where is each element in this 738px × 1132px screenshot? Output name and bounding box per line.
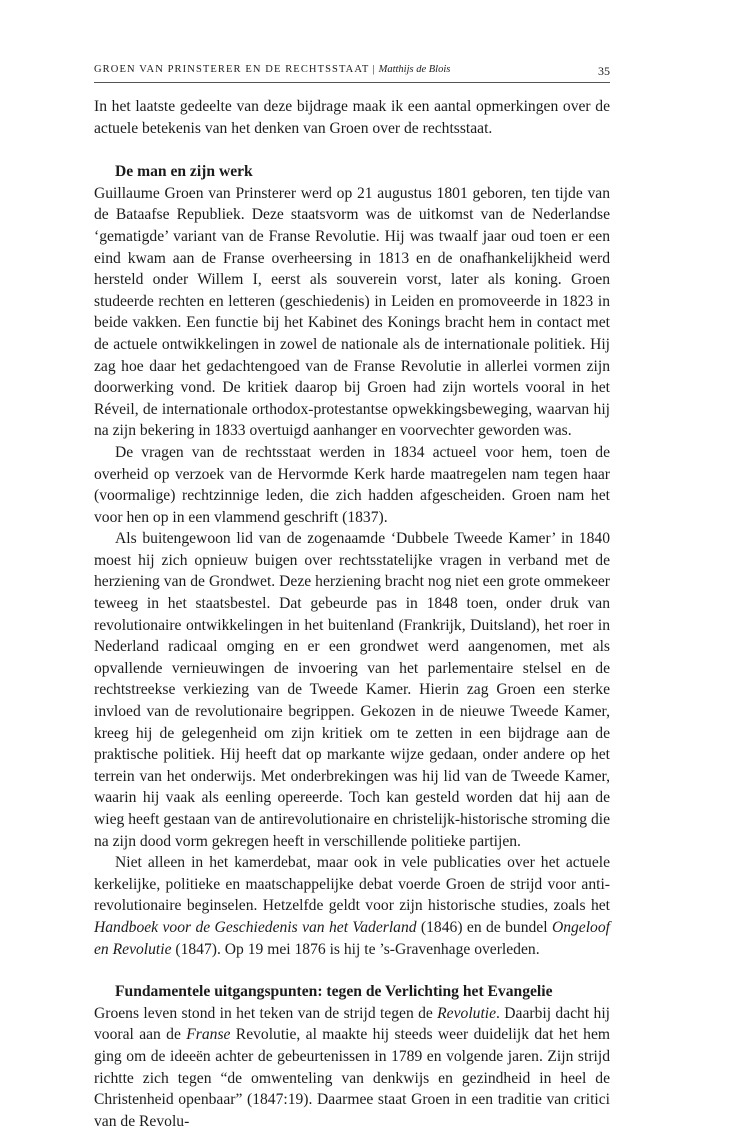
header-author: Matthijs de Blois	[378, 64, 451, 75]
intro-paragraph: In het laatste gedeelte van deze bijdrage maak ik een aantal opmerkingen over de actuele betekenis van het denken van Groen over de rechtsstaat.	[94, 98, 610, 137]
book-title-handboek: Handboek voor de Geschiedenis van het Vaderland	[94, 918, 417, 936]
spacer	[94, 960, 610, 981]
text-run: (1847). Op 19 mei 1876 is hij te ’s-Gravenhage overleden.	[171, 940, 540, 958]
text-run: Niet alleen in het kamerdebat, maar ook in vele publicaties over het actuele kerkelijke, politieke en maatschappelijke debat voerde Groen de strijd voor anti-revolutionaire beginselen. Hetzelfde geldt voor zijn historische studies, zoals het	[94, 854, 610, 915]
text-run: Revolutie, al maakte hij steeds weer duidelijk dat het hem ging om de ideeën achter de gebeurtenissen in 1789 en volgende jaren. Zijn strijd richtte zich tegen “de omwenteling van denkwijs en gezindheid in heel de Christenheid openbaar” (1847:19). Daarmee staat Groen in een traditie van critici van de Revolu-	[94, 1026, 611, 1130]
paragraph-publications	[94, 852, 610, 960]
paragraph-rechtsstaat-1834: De vragen van de rechtsstaat werden in 1834 actueel voor hem, toen de overheid op verzoek van de Hervormde Kerk harde maatregelen nam tegen haar (voormalige) rechtzinnige leden, die zich hadden afgescheiden. Groen nam het voor hen op in een vlammend geschrift (1837).	[94, 443, 610, 526]
text-run: Groens leven stond in het teken van de strijd tegen de	[94, 1004, 438, 1022]
paragraph-tweede-kamer: Als buitengewoon lid van de zogenaamde ‘Dubbele Tweede Kamer’ in 1840 moest hij zich opnieuw buigen over rechtsstatelijke vragen in verband met de herziening van de Grondwet. Deze herziening bracht nog niet een grote ommekeer teweeg in het staatsbestel. Dat gebeurde pas in 1848 toen, onder druk van revolutionaire ontwikkelingen in het buitenland (Frankrijk, Duitsland), het roer in Nederland radicaal omging en er een grondwet werd aangenomen, met als opvallende vernieuwingen de invoering van het parlementaire stelsel en de rechtstreekse verkiezing van de Tweede Kamer. Hierin zag Groen een sterke invloed van de revolutionaire begrippen. Gekozen in de nieuwe Tweede Kamer, kreeg hij de gelegenheid om zijn kritiek om te zetten in een bijdrage aan de praktische politiek. Hij heeft dat op markante wijze gedaan, onder andere op het terrein van het onderwijs. Met onderbrekingen was hij lid van de Tweede Kamer, waarin hij vaak als eenling opereerde. Toch kan gesteld worden dat hij aan de wieg heeft gestaan van de antirevolutionaire en christelijk-historische stroming die na zijn dood vorm gekregen heeft in verschillende politieke partijen.	[94, 530, 610, 850]
header-separator: |	[372, 64, 376, 75]
emphasis-revolutie: Revolutie	[437, 1004, 497, 1022]
text-run: (1846) en de bundel	[416, 918, 552, 936]
running-title-line	[94, 64, 450, 75]
emphasis-franse: Franse	[186, 1026, 231, 1044]
text-run: . Daarbij dacht hij vooral aan de	[94, 1004, 610, 1044]
paragraph-strijd-revolutie	[94, 1003, 610, 1132]
page-number: 35	[598, 64, 610, 78]
body-text	[94, 96, 610, 1132]
running-title: GROEN VAN PRINSTERER EN DE RECHTSSTAAT	[94, 64, 370, 75]
section-heading-man-en-werk: De man en zijn werk	[115, 163, 253, 181]
book-title-ongeloof: Ongeloof en Revolutie	[94, 918, 610, 958]
section-heading-uitgangspunten: Fundamentele uitgangspunten: tegen de Verlichting het Evangelie	[115, 983, 553, 1001]
running-header	[94, 62, 610, 83]
paragraph-biography: Guillaume Groen van Prinsterer werd op 21 augustus 1801 geboren, ten tijde van de Bataafse Republiek. Deze staatsvorm was de uitkomst van de Nederlandse ‘gematigde’ variant van de Franse Revolutie. Hij was twaalf jaar oud toen er een eind kwam aan de Franse overheersing in 1813 en de onafhankelijkheid werd hersteld onder Willem I, eerst als souverein vorst, later als koning. Groen studeerde rechten en letteren (geschiedenis) in Leiden en promoveerde in 1823 in beide vakken. Een functie bij het Kabinet des Konings bracht hem in contact met de actuele ontwikkelingen in zowel de nationale als de internationale politiek. Hij zag hoe daar het gedachtengoed van de Franse Revolutie in allerlei vormen zijn doorwerking vond. De kritiek daarop bij Groen had zijn wortels vooral in het Réveil, de internationale orthodox-protestantse opwekkingsbeweging, waarvan hij na zijn bekering in 1833 overtuigd aanhanger en voorvechter geworden was.	[94, 184, 610, 440]
spacer	[94, 139, 610, 161]
